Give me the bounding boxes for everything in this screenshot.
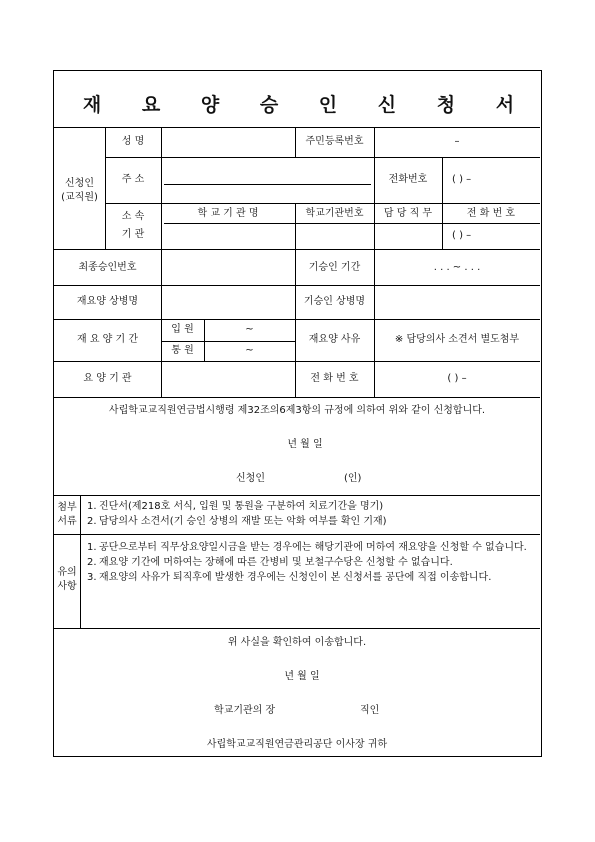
notes-list [87,540,535,585]
notes-label-line: 유의 [57,567,77,578]
rule [161,127,162,249]
final-approval-no-label: 최종승인번호 [78,262,137,273]
phone-placeholder: ( ) – [452,174,472,185]
official-seal: 직인 [360,705,380,716]
outpatient-label: 통 원 [171,345,194,356]
rule [442,157,443,203]
rule [54,397,540,398]
prev-period-label: 기승인 기간 [308,262,361,273]
rrn-label: 주민등록번호 [305,136,364,147]
rule [54,249,540,250]
notes-label-line: 사항 [57,581,77,592]
attachment-item [87,499,535,514]
rule [54,534,540,535]
name-label: 성 명 [121,136,145,147]
duty-label: 담 당 직 무 [383,208,433,219]
school-no-label: 학교기관번호 [305,208,364,219]
seal-mark: (인) [344,473,362,484]
rule [54,127,540,128]
applicant-group-label [54,177,105,205]
item-text: 공단으로부터 직무상요양일시금을 받는 경우에는 해당기관에 머하여 재요양을 신청할 수 없습니다. [99,542,527,553]
note-item [87,570,535,585]
institution-label: 요 양 기 관 [83,373,132,384]
date-line-2: 년 월 일 [284,671,320,682]
rule [54,495,540,496]
rule [161,341,295,342]
signer-label: 신청인 [236,473,265,484]
inpatient-tilde: ~ [245,324,254,335]
attachments-list [87,499,535,529]
reason-note: ※ 담당의사 소견서 별도첨부 [394,334,520,345]
rule [80,495,81,628]
prev-period-placeholder: . . . ~ . . . [433,262,481,273]
attach-label [54,501,80,529]
item-text: 진단서(제218호 서식, 입원 및 통원을 구분하여 치료기간을 명기) [99,501,384,512]
item-text: 재요양의 사유가 퇴직후에 발생한 경우에는 신청인이 본 신청서를 공단에 직접 이송합니다. [99,572,492,583]
injury-label: 재요양 상병명 [76,296,139,307]
attachment-item [87,514,535,529]
contact-label: 전 화 번 호 [466,208,516,219]
phone-label: 전화번호 [388,174,428,185]
inst-phone-label: 전 화 번 호 [310,373,359,384]
item-no: 1. [87,542,97,553]
inpatient-label: 입 원 [171,324,194,335]
address-label: 주 소 [121,174,145,185]
statement: 사립학교교직원연금법시행령 제32조의6제3항의 규정에 의하여 위와 같이 신청합니다. [108,405,486,416]
rule [164,184,371,185]
form-title: 재 요 양 승 인 신 청 서 [82,94,532,116]
application-form [53,70,542,757]
prev-injury-label: 기승인 상병명 [303,296,366,307]
affiliation-label: 기 관 [121,229,145,240]
recipient: 사립학교교직원연금관리공단 이사장 귀하 [206,739,388,750]
affiliation-label: 소 속 [121,211,145,222]
head-label: 학교기관의 장 [214,705,276,716]
item-text: 재요양 기간에 머하여는 장해에 따른 간병비 및 보철구수당은 신청할 수 없습니다. [99,557,453,568]
rule [161,249,162,397]
school-name-label: 학 교 기 관 명 [197,208,259,219]
note-item [87,540,535,555]
attach-label-line: 첨부 [57,502,77,513]
note-item [87,555,535,570]
item-no: 2. [87,557,97,568]
notes-label [54,566,80,594]
item-no: 2. [87,516,97,527]
date-line: 년 월 일 [287,439,323,450]
applicant-label-line: 신청인 [65,178,94,189]
item-no: 1. [87,501,97,512]
rrn-placeholder: – [454,136,460,147]
attach-label-line: 서류 [57,516,77,527]
applicant-label-line: (교직원) [61,192,98,203]
rule [164,223,540,224]
confirm-text: 위 사실을 확인하여 이송합니다. [227,637,367,648]
rule [54,319,540,320]
inst-phone-placeholder: ( ) – [447,373,467,384]
contact-placeholder: ( ) – [452,230,472,241]
item-no: 3. [87,572,97,583]
outpatient-tilde: ~ [245,345,254,356]
period-label: 재 요 양 기 간 [76,334,138,345]
rule [105,203,540,204]
rule [54,628,540,629]
rule [54,361,540,362]
rule [54,285,540,286]
item-text: 담당의사 소견서(기 승인 상병의 재발 또는 악화 여부를 확인 기재) [99,516,387,527]
reason-label: 재요양 사유 [308,334,361,345]
rule [105,157,540,158]
